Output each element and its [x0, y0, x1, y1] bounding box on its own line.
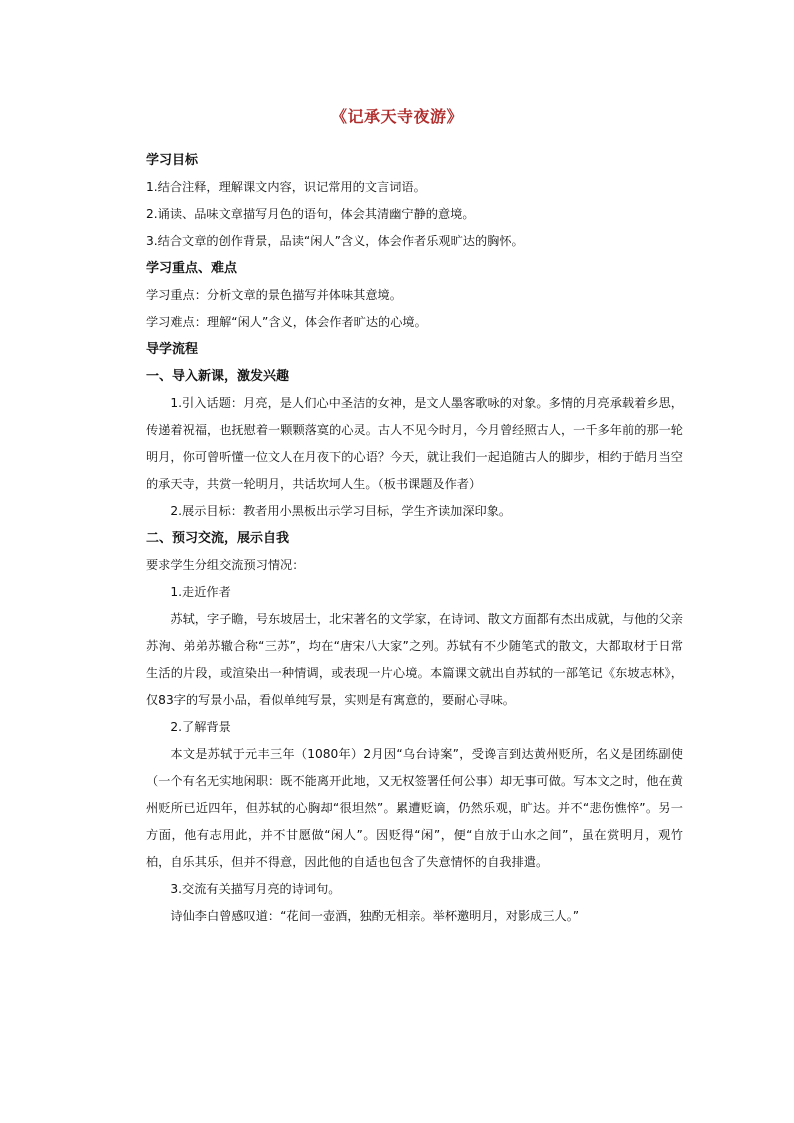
sub-heading-background: 2.了解背景 — [170, 720, 231, 734]
goals-heading: 学习目标 — [146, 153, 199, 168]
flow-heading: 导学流程 — [146, 342, 199, 357]
document-title: 《记承天寺夜游》 — [330, 107, 463, 126]
sub-heading-poems: 3.交流有关描写月亮的诗词句。 — [170, 882, 341, 896]
focus-heading: 学习重点、难点 — [146, 261, 238, 276]
intro-paragraph: 1.引入话题：月亮，是人们心中圣洁的女神，是文人墨客歌咏的对象。多情的月亮承载着乡思，传递着祝福，也抚慰着一颗颗落寞的心灵。古人不见今时月，今月曾经照古人，一千多年前的那一轮明月，你可曾听懂一位文人在月夜下的心语？今天，就让我们一起追随古人的脚步，相约于皓月当空的承天寺，共赏一轮明月，共话坎坷人生。（板书课题及作者） — [146, 396, 683, 491]
section2-intro: 要求学生分组交流预习情况： — [146, 558, 305, 572]
background-paragraph: 本文是苏轼于元丰三年（1080年）2月因“乌台诗案”，受谗言到达黄州贬所，名义是团练副使（一个有名无实地闲职：既不能离开此地，又无权签署任何公事）却无事可做。写本文之时，他在黄州贬所已近四年，但苏轼的心胸却“很坦然”。累遭贬谪，仍然乐观，旷达。并不“悲伤憔悴”。另一方面，他有志用此，并不甘愿做“闲人”。因贬得“闲”，便“自放于山水之间”，虽在赏明月，观竹柏，自乐其乐，但并不得意，因此他的自适也包含了失意情怀的自我排遣。 — [146, 747, 683, 869]
focus-difficulty: 学习难点：理解“闲人”含义，体会作者旷达的心境。 — [146, 315, 427, 329]
goal-item-2: 2.诵读、品味文章描写月色的语句，体会其清幽宁静的意境。 — [146, 207, 475, 221]
goal-item-3: 3.结合文章的创作背景，品读“闲人”含义，体会作者乐观旷达的胸怀。 — [146, 234, 524, 248]
sub-heading-author: 1.走近作者 — [170, 585, 231, 599]
goal-item-1: 1.结合注释，理解课文内容，识记常用的文言词语。 — [146, 180, 426, 194]
document-body — [146, 147, 683, 930]
author-paragraph: 苏轼，字子瞻，号东坡居士，北宋著名的文学家，在诗词、散文方面都有杰出成就，与他的父亲苏洵、弟弟苏辙合称“三苏”，均在“唐宋八大家”之列。苏轼有不少随笔式的散文，大都取材于日常生活的片段，或渲染出一种情调，或表现一片心境。本篇课文就出自苏轼的一部笔记《东坡志林》，仅83字的写景小品，看似单纯写景，实则是有寓意的，要耐心寻味。 — [146, 612, 683, 707]
show-goals-paragraph: 2.展示目标：教者用小黑板出示学习目标，学生齐读加深印象。 — [170, 504, 512, 518]
poem-paragraph: 诗仙李白曾感叹道：“花间一壶酒，独酌无相亲。举杯邀明月，对影成三人。” — [170, 909, 580, 923]
section1-heading: 一、导入新课，激发兴趣 — [146, 369, 290, 384]
section2-heading: 二、预习交流，展示自我 — [146, 531, 290, 546]
focus-key: 学习重点：分析文章的景色描写并体味其意境。 — [146, 288, 402, 302]
